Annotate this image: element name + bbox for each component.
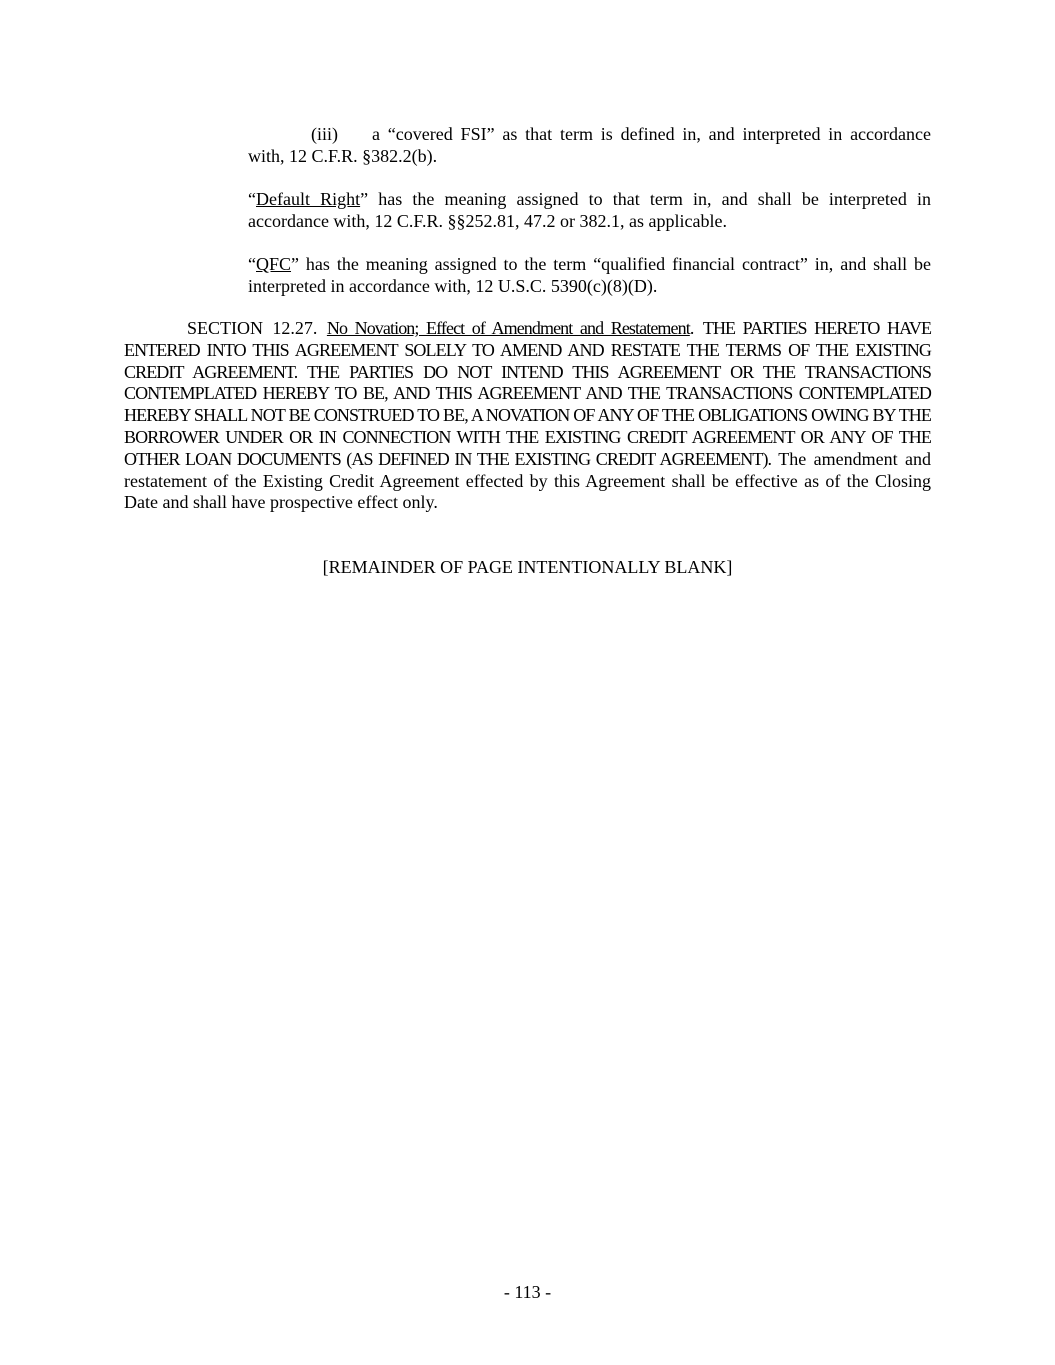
default-right-open-quote: “ bbox=[248, 189, 256, 209]
qfc-body: ” has the meaning assigned to the term “qualified financial contract” in, and shall be interpreted in accordance with, 12 U.S.C. 5390(c)(8)(D). bbox=[248, 254, 931, 296]
definition-qfc bbox=[248, 254, 931, 298]
clause-iii-paragraph bbox=[248, 124, 931, 168]
section-number: SECTION 12.27. bbox=[187, 318, 318, 338]
section-body-caps: THE PARTIES HERETO HAVE ENTERED INTO THIS AGREEMENT SOLELY TO AMEND AND RESTATE THE TERMS OF THE EXISTING CREDIT AGREEMENT. THE PARTIES DO NOT INTEND THIS AGREEMENT OR THE TRANSACTIONS CONTEMPLATED HEREBY TO BE, AND THIS AGREEMENT AND THE TRANSACTIONS CONTEMPLATED HEREBY SHALL NOT BE CONSTRUED TO BE, A NOVATION OF ANY OF THE OBLIGATIONS OWING BY THE BORROWER UNDER OR IN CONNECTION WITH THE EXISTING CREDIT AGREEMENT OR ANY OF THE OTHER LOAN DOCUMENTS (AS DEFINED IN THE EXISTING CREDIT AGREEMENT). bbox=[124, 318, 932, 469]
default-right-body: ” has the meaning assigned to that term in, and shall be interpreted in accordance with, 12 C.F.R. §§252.81, 47.2 or 382.1, as applicable. bbox=[248, 189, 932, 231]
section-heading: No Novation; Effect of Amendment and Restatement bbox=[326, 318, 690, 338]
page-number: - 113 - bbox=[503, 1282, 552, 1302]
clause-iii-marker: (iii) bbox=[311, 124, 338, 144]
definition-default-right bbox=[248, 189, 931, 233]
qfc-term: QFC bbox=[256, 254, 292, 274]
remainder-notice: [REMAINDER OF PAGE INTENTIONALLY BLANK] bbox=[322, 557, 733, 577]
default-right-term: Default Right bbox=[256, 189, 361, 209]
qfc-open-quote: “ bbox=[248, 254, 256, 274]
section-12-27-paragraph bbox=[124, 318, 931, 514]
section-heading-period: . bbox=[689, 318, 694, 338]
section-body-normal: The amendment and restatement of the Existing Credit Agreement effected by this Agreement shall be effective as of the Closing Date and shall have prospective effect only. bbox=[124, 448, 931, 513]
clause-iii-text: a “covered FSI” as that term is defined in, and interpreted in accordance with, 12 C.F.R. §382.2(b). bbox=[248, 124, 931, 166]
